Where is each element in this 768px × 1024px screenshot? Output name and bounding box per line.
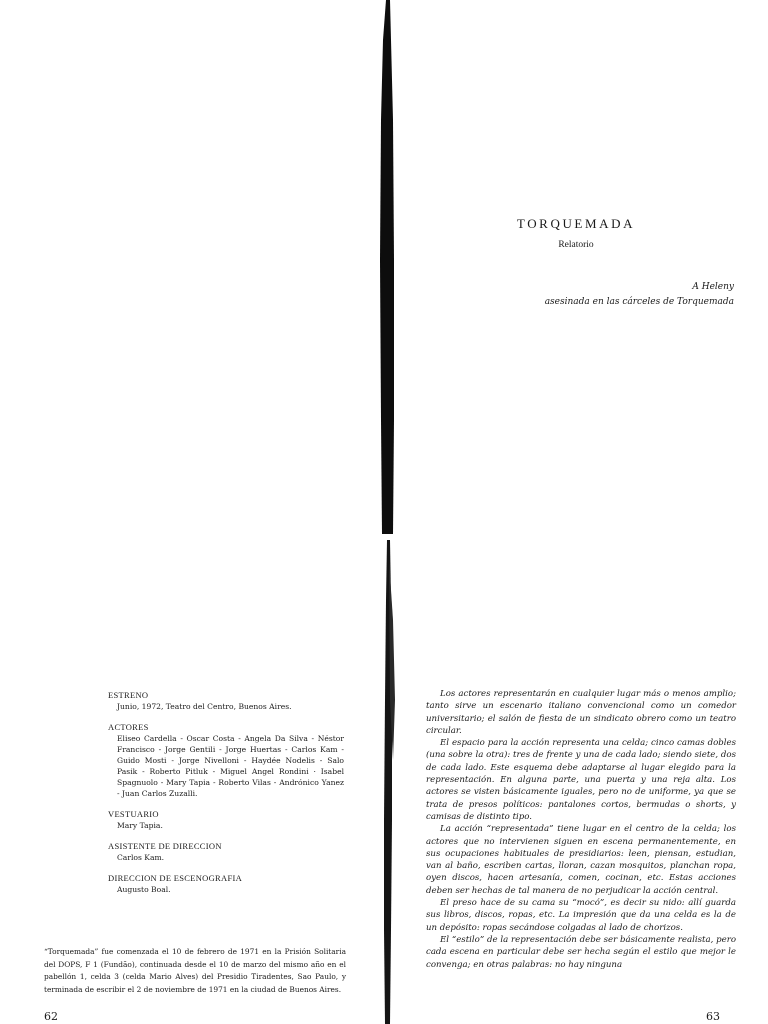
credit-estreno bbox=[108, 690, 344, 712]
page-number-left: 62 bbox=[44, 1010, 58, 1023]
credit-actores bbox=[108, 722, 344, 799]
credit-heading: ESTRENO bbox=[108, 690, 149, 700]
credit-heading: VESTUARIO bbox=[108, 809, 159, 819]
credit-vestuario bbox=[108, 809, 344, 831]
credit-heading: ACTORES bbox=[108, 722, 149, 732]
paragraph: El “estilo” de la representación debe ser básicamente realista, pero cada escena en particular debe ser hecha según el estilo que mejor le convenga; en otras palabras: no hay ninguna bbox=[426, 934, 736, 970]
footnote: “Torquemada” fue comenzada el 10 de febrero de 1971 en la Prisión Solitaria del DOPS, F 1 (Fundão), continuada desde el 10 de marzo del mismo año en el pabellón 1, celda 3 (celda Mario Alves) del Presidio Tiradentes, Sao Paulo, y terminada de escribir el 2 de noviembre de 1971 en la ciudad de Buenos Aires. bbox=[44, 947, 346, 994]
credit-escenografia bbox=[108, 873, 344, 895]
credits-list bbox=[108, 690, 344, 905]
dedication-line: asesinada en las cárceles de Torquemada bbox=[544, 297, 734, 307]
dedication-line: A Heleny bbox=[692, 282, 734, 292]
credit-body: Mary Tapia. bbox=[117, 821, 163, 830]
play-subtitle: Relatorio bbox=[558, 240, 594, 250]
stage-directions bbox=[426, 688, 736, 971]
right-page bbox=[384, 0, 768, 1024]
page-number-right: 63 bbox=[706, 1010, 720, 1023]
dedication bbox=[474, 280, 734, 310]
credit-asistente bbox=[108, 841, 344, 863]
credit-heading: ASISTENTE DE DIRECCION bbox=[108, 841, 222, 851]
paragraph: El espacio para la acción representa una celda; cinco camas dobles (una sobre la otra): tres de frente y una de cada lado; siendo siete, dos de cada lado. Este esquema debe adaptarse al lugar elegido para la representación. En alguna parte, una puerta y una reja alta. Los actores se visten básicamente iguales, pero no de uniforme, ya que se trata de presos políticos: pantalones cortos, bermudas o shorts, y camisas de distinto tipo. bbox=[426, 738, 736, 822]
paragraph: Los actores representarán en cualquier lugar más o menos amplio; tanto sirve un escenario italiano convencional como un comedor universitario; el salón de fiesta de un sindicato obrero como un teatro circular. bbox=[426, 689, 736, 736]
paragraph: La acción “representada” tiene lugar en el centro de la celda; los actores que no intervienen siguen en escena permanentemente, en sus ocupaciones habituales de presidiarios: leen, piensan, estudian, van al baño, escriben cartas, lloran, cazan mosquitos, planchan ropa, oyen discos, hacen artesanía, comen, cocinan, etc. Estas acciones deben ser hechas de tal manera de no perjudicar la acción central. bbox=[426, 824, 736, 896]
paragraph: El preso hace de su cama su “mocó”, es decir su nido: allí guarda sus libros, discos, ropas, etc. La impresión que da una celda es la de un depósito: ropas secándose colgadas al lado de chorizos. bbox=[426, 898, 736, 933]
credit-body: Junio, 1972, Teatro del Centro, Buenos Aires. bbox=[117, 702, 292, 711]
credit-body: Augusto Boal. bbox=[117, 885, 171, 894]
credit-body: Eliseo Cardella - Oscar Costa - Angela Da Silva - Néstor Francisco - Jorge Gentili - Jorge Huertas - Carlos Kam - Guido Mosti - Jorge Nivelloni - Haydée Nodelis - Salo Pasik - Roberto Pitluk - Miguel Angel Rondini · Isabel Spagnuolo - Mary Tapia - Roberto Vilas - Andrónico Yanez - Juan Carlos Zuzalli. bbox=[117, 734, 344, 798]
play-title: TORQUEMADA bbox=[516, 216, 636, 231]
credit-heading: DIRECCION DE ESCENOGRAFIA bbox=[108, 873, 243, 883]
credit-body: Carlos Kam. bbox=[117, 853, 165, 862]
